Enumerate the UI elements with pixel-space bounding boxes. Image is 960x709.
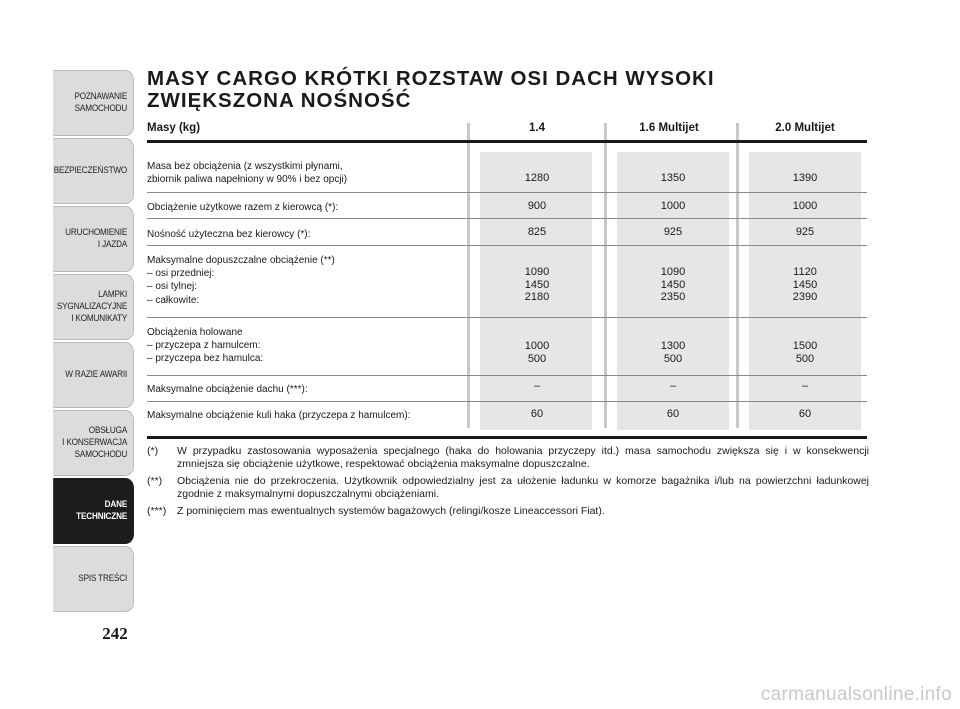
table-cell: 925 <box>795 226 815 238</box>
table-cell: 1000 500 <box>524 340 550 365</box>
tab-label: SPIS TREŚCI <box>78 573 128 584</box>
table-cell: 1000 <box>792 200 818 212</box>
table-cell: – <box>533 380 541 392</box>
footnotes <box>147 445 869 523</box>
tab-poznawanie-samochodu[interactable] <box>53 70 134 136</box>
mass-table <box>147 118 867 438</box>
row-rule <box>147 218 867 219</box>
table-header-label: Masy (kg) <box>147 122 201 134</box>
column-header-1-4: 1.4 <box>529 122 545 134</box>
tab-obsluga-i-konserwacja[interactable] <box>53 410 134 476</box>
footnote-text: Z pominięciem mas ewentualnych systemów bagażowych (relingi/kosze Lineaccessori Fiat). <box>177 505 605 517</box>
table-cell: – <box>669 380 677 392</box>
row-label-obciazenie-dachu: Maksymalne obciążenie dachu (***): <box>147 384 308 395</box>
tab-spis-tresci[interactable] <box>53 546 134 612</box>
footnote-mark: (***) <box>147 505 167 517</box>
page-title-line-1: MASY CARGO KRÓTKI ROZSTAW OSI DACH WYSOKI <box>147 67 715 90</box>
tab-label: DANE TECHNICZNE <box>76 499 128 522</box>
footnote-text: Obciążenia nie do przekroczenia. Użytkownik odpowiedzialny jest za ułożenie ładunku w komorze bagażnika i/lub na powierzchni ładunkowej zgodnie z maksymalnymi dopuszczalnymi obciążeniami. <box>177 475 869 500</box>
row-label-obciazenie-kuli-haka: Maksymalne obciążenie kuli haka (przyczepa z hamulcem): <box>147 410 411 421</box>
row-rule <box>147 192 867 193</box>
tab-label: BEZPIECZEŃSTWO <box>53 165 128 176</box>
footnote <box>147 475 869 500</box>
tab-bezpieczenstwo[interactable] <box>53 138 134 204</box>
table-cell: 1500 500 <box>792 340 818 365</box>
watermark: carmanualsonline.info <box>760 684 952 705</box>
footnote <box>147 445 869 470</box>
tab-label: POZNAWANIE SAMOCHODU <box>74 91 128 114</box>
tab-label: OBSŁUGA I KONSERWACJA SAMOCHODU <box>62 425 128 460</box>
table-cell: 1280 <box>524 172 550 184</box>
table-cell: 825 <box>527 226 547 238</box>
table-cell: 1090 1450 2180 <box>524 266 550 303</box>
footnote-mark: (**) <box>147 475 163 487</box>
column-divider <box>467 123 470 428</box>
column-header-1-6-multijet: 1.6 Multijet <box>639 122 699 134</box>
table-cell: 1000 <box>660 200 686 212</box>
footnote-mark: (*) <box>147 445 159 457</box>
column-divider <box>736 123 739 428</box>
column-divider <box>604 123 607 428</box>
table-cell: 1350 <box>660 172 686 184</box>
table-cell: 1120 1450 2390 <box>792 266 818 303</box>
page-title <box>147 68 867 112</box>
row-label-nosnosc-uzyteczna: Nośność użyteczna bez kierowcy (*): <box>147 229 311 240</box>
row-label-obciazenie-uzytkowe: Obciążenie użytkowe razem z kierowcą (*): <box>147 202 339 213</box>
table-bottom-rule <box>147 436 867 439</box>
tab-lampki-sygnalizacyjne[interactable] <box>53 274 134 340</box>
table-cell: 60 <box>530 408 544 420</box>
page-title-line-2: ZWIĘKSZONA NOŚNOŚĆ <box>147 89 412 112</box>
footnote <box>147 505 869 518</box>
table-cell: 60 <box>798 408 812 420</box>
tab-uruchomienie-i-jazda[interactable] <box>53 206 134 272</box>
header-rule <box>147 140 867 143</box>
tab-label: LAMPKI SYGNALIZACYJNE I KOMUNIKATY <box>56 289 128 324</box>
table-cell: 925 <box>663 226 683 238</box>
row-rule <box>147 317 867 318</box>
row-rule <box>147 245 867 246</box>
page-number: 242 <box>102 624 128 643</box>
tab-dane-techniczne[interactable] <box>53 478 134 544</box>
row-rule <box>147 401 867 402</box>
footnote-text: W przypadku zastosowania wyposażenia specjalnego (haka do holowania przyczepy itd.) masa samochodu zwiększa się i w konsekwencji zmniejsza się obciążenie użytkowe, respektować obciążenia maksymalne dopuszczalne. <box>177 445 869 470</box>
row-rule <box>147 375 867 376</box>
table-cell: 1390 <box>792 172 818 184</box>
table-cell: 1090 1450 2350 <box>660 266 686 303</box>
column-header-2-0-multijet: 2.0 Multijet <box>775 122 835 134</box>
row-label-obciazenia-holowane: Obciążenia holowane – przyczepa z hamulcem: – przyczepa bez hamulca: <box>147 327 264 365</box>
table-cell: 60 <box>666 408 680 420</box>
tab-w-razie-awarii[interactable] <box>53 342 134 408</box>
row-label-maksymalne-obciazenie: Maksymalne dopuszczalne obciążenie (**) – osi przedniej: – osi tylnej: – całkowite: <box>147 255 335 306</box>
table-cell: – <box>801 380 809 392</box>
table-cell: 900 <box>527 200 547 212</box>
tab-label: URUCHOMIENIE I JAZDA <box>65 227 128 250</box>
table-cell: 1300 500 <box>660 340 686 365</box>
row-label-masa-bez-obciazenia: Masa bez obciążenia (z wszystkimi płynami, zbiornik paliwa napełniony w 90% i bez opcji) <box>147 161 348 185</box>
tab-label: W RAZIE AWARII <box>65 369 128 380</box>
